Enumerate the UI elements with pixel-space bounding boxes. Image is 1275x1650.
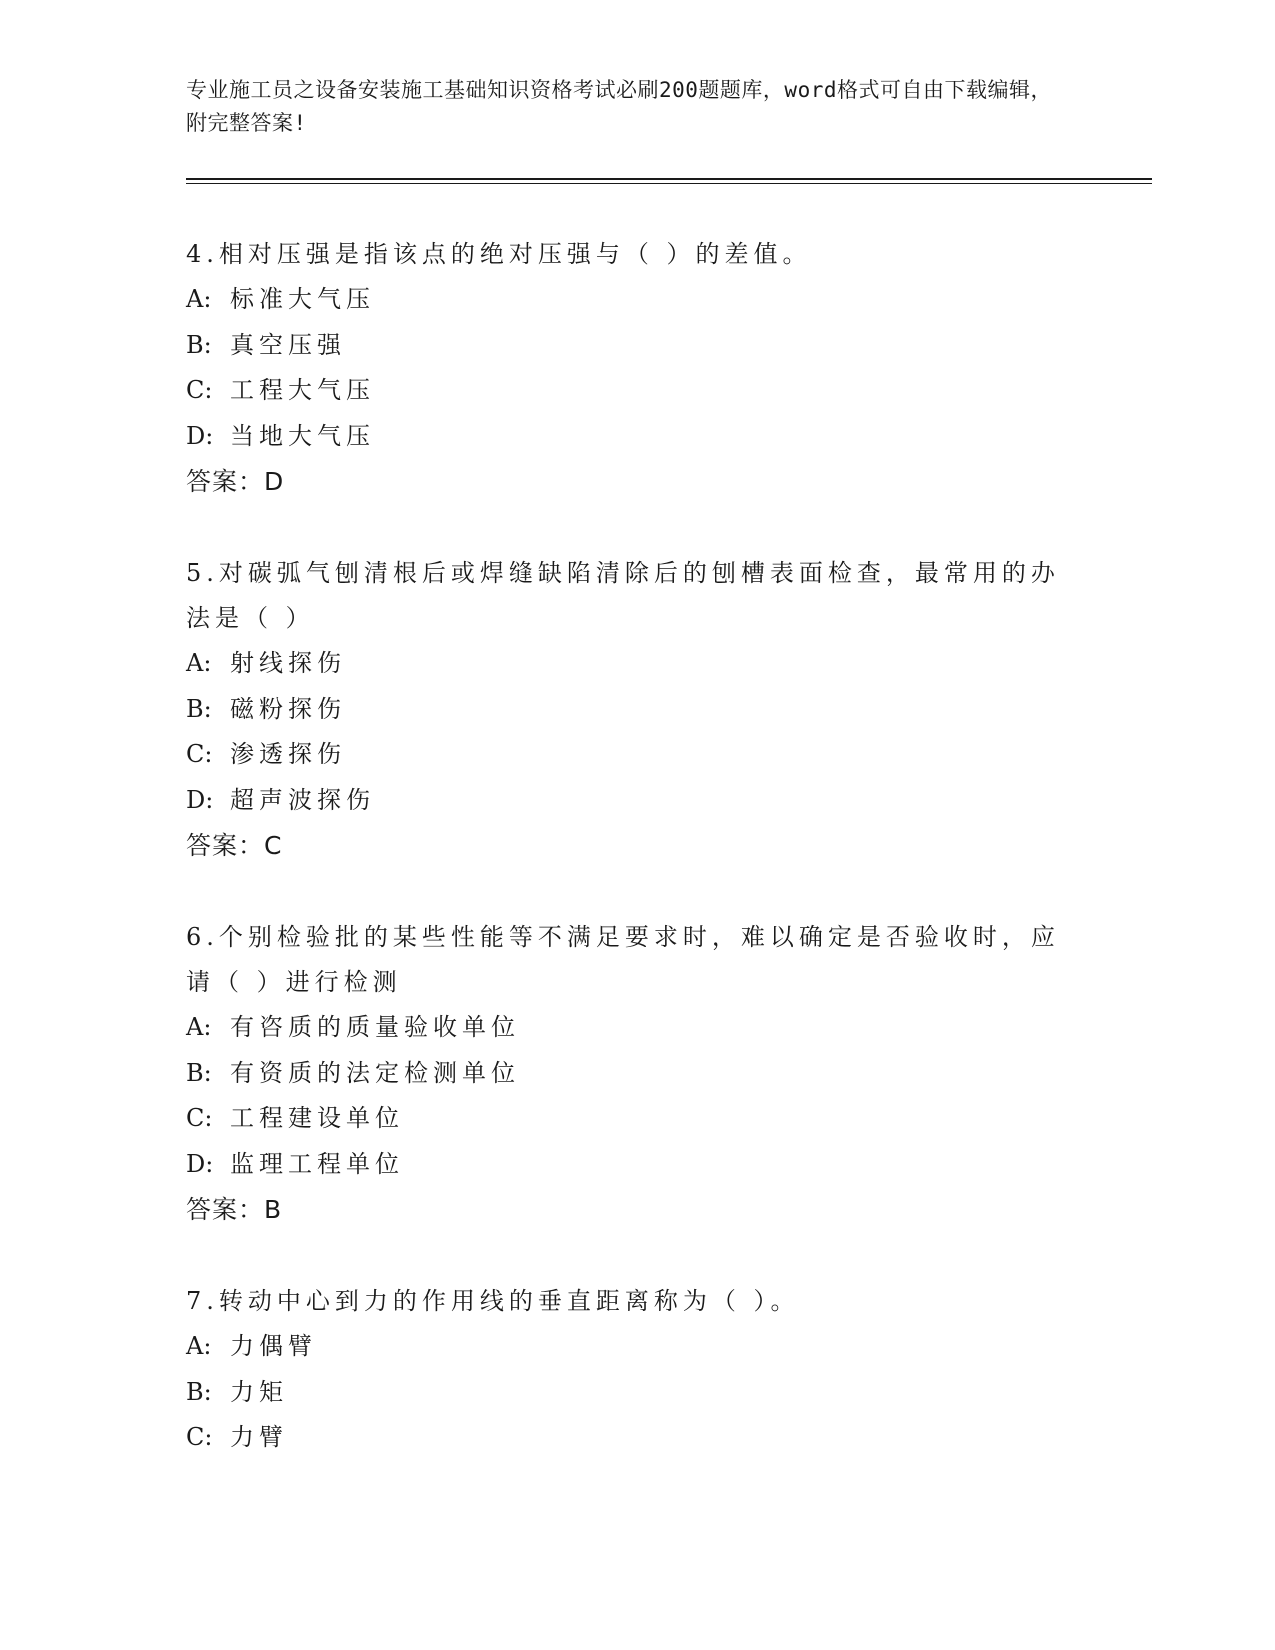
- option-key: A:: [186, 1332, 212, 1360]
- option-text: 力偶臂: [230, 1332, 317, 1360]
- answer-line: 答案：D: [186, 467, 285, 496]
- option-text: 工程建设单位: [230, 1104, 404, 1132]
- option-row: [186, 641, 1066, 687]
- option-key: B:: [186, 694, 212, 723]
- option-key: A:: [186, 649, 212, 677]
- option-row: [186, 1142, 1066, 1188]
- question-stem: 5.对碳弧气刨清根后或焊缝缺陷清除后的刨槽表面检查，最常用的办法是（ ）: [186, 559, 1060, 632]
- option-text: 真空压强: [230, 330, 346, 359]
- option-key: A:: [186, 285, 212, 313]
- option-row: [186, 277, 1066, 323]
- option-row: [186, 1051, 1066, 1097]
- option-key: D:: [186, 421, 214, 450]
- header-divider-bottom: [186, 183, 1152, 184]
- document-title: 专业施工员之设备安装施工基础知识资格考试必刷200题题库，word格式可自由下载编辑，附完整答案!: [186, 78, 1052, 135]
- option-key: A:: [186, 1013, 212, 1041]
- answer-line: 答案：C: [186, 831, 283, 860]
- option-text: 渗透探伤: [230, 740, 346, 768]
- question-list: [186, 232, 1066, 1508]
- option-text: 超声波探伤: [230, 785, 375, 814]
- option-text: 磁粉探伤: [230, 694, 346, 723]
- option-key: C:: [186, 1423, 213, 1451]
- option-row: [186, 1370, 1066, 1416]
- option-key: C:: [186, 740, 213, 768]
- option-row: [186, 323, 1066, 369]
- option-text: 射线探伤: [230, 649, 346, 677]
- question-item: [186, 232, 1066, 504]
- question-item: [186, 551, 1066, 868]
- question-item: [186, 915, 1066, 1232]
- option-row: [186, 1096, 1066, 1142]
- answer-line: 答案：B: [186, 1195, 283, 1224]
- option-row: [186, 1005, 1066, 1051]
- question-stem: 7.转动中心到力的作用线的垂直距离称为（ ）。: [186, 1287, 800, 1315]
- option-row: [186, 414, 1066, 460]
- option-text: 当地大气压: [230, 421, 375, 450]
- option-row: [186, 778, 1066, 824]
- header-divider-top: [186, 178, 1152, 180]
- option-key: C:: [186, 1104, 213, 1132]
- option-text: 力臂: [230, 1423, 288, 1451]
- option-key: C:: [186, 376, 213, 404]
- option-text: 监理工程单位: [230, 1149, 404, 1178]
- option-row: [186, 687, 1066, 733]
- question-item: [186, 1279, 1066, 1461]
- option-text: 有咨质的质量验收单位: [230, 1013, 520, 1041]
- option-key: B:: [186, 330, 212, 359]
- option-text: 工程大气压: [230, 376, 375, 404]
- option-key: B:: [186, 1058, 212, 1087]
- option-text: 有资质的法定检测单位: [230, 1058, 520, 1087]
- option-key: D:: [186, 1149, 214, 1178]
- option-row: [186, 732, 1066, 778]
- question-stem: 6.个别检验批的某些性能等不满足要求时，难以确定是否验收时，应请（ ）进行检测: [186, 923, 1060, 996]
- question-stem: 4.相对压强是指该点的绝对压强与（ ）的差值。: [186, 240, 812, 268]
- option-row: [186, 1415, 1066, 1461]
- option-text: 标准大气压: [230, 285, 375, 313]
- option-row: [186, 368, 1066, 414]
- option-text: 力矩: [230, 1377, 288, 1406]
- option-key: D:: [186, 785, 214, 814]
- option-key: B:: [186, 1377, 212, 1406]
- option-row: [186, 1324, 1066, 1370]
